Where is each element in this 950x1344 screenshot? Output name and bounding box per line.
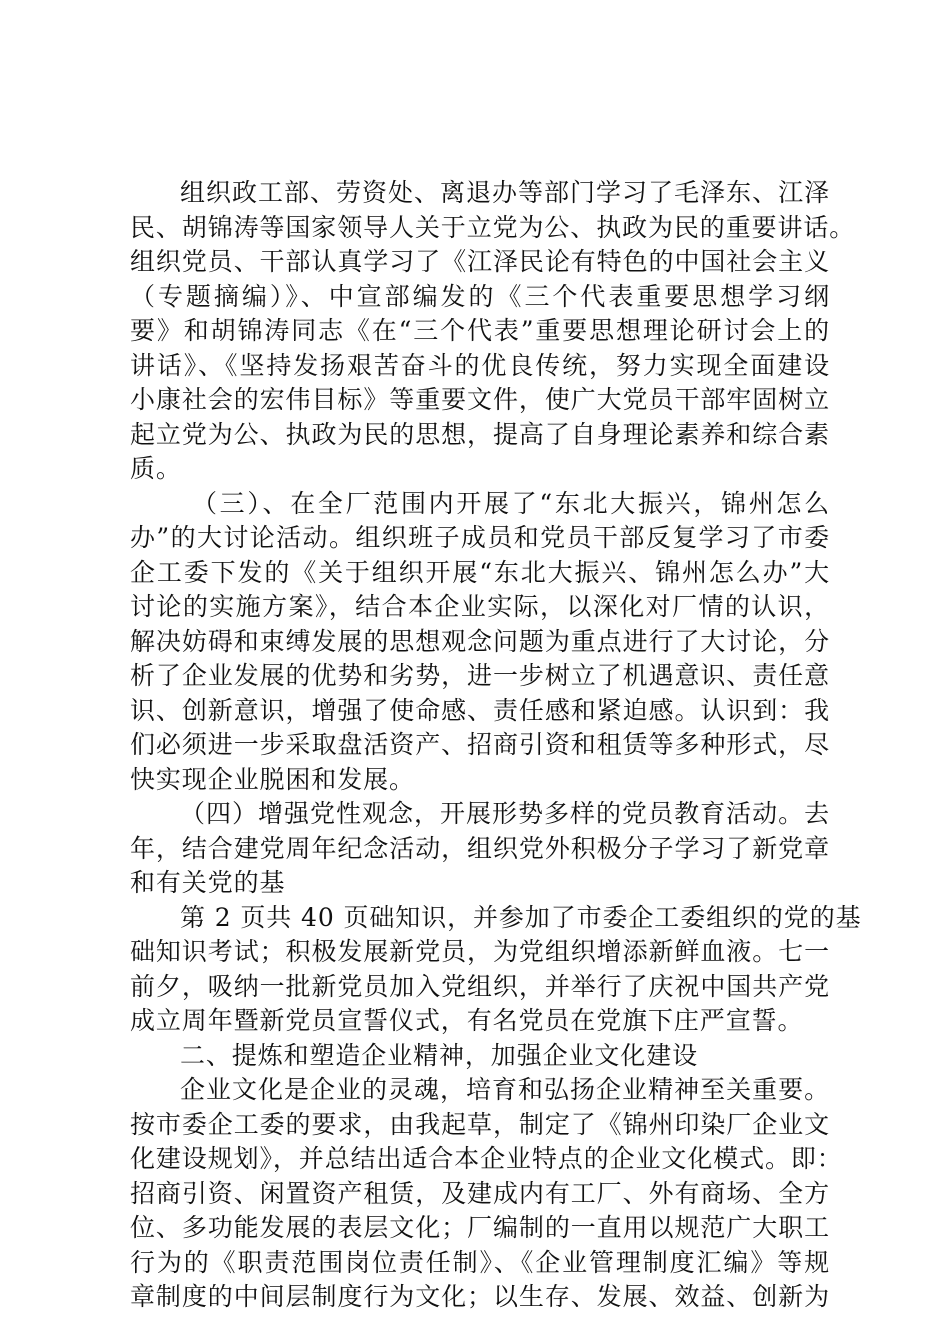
text-line: 组织政工部、劳资处、离退办等部门学习了毛泽东、江泽 (180, 178, 830, 207)
text-line: 识、创新意识，增强了使命感、责任感和紧迫感。认识到：我 (130, 695, 830, 725)
text-line: （专题摘编）》、中宣部编发的《三个代表重要思想学习纲 (130, 281, 830, 311)
text-line: 讨论的实施方案》，结合本企业实际，以深化对厂情的认识， (130, 592, 830, 621)
text-line: 础知识考试；积极发展新党员，为党组织增添新鲜血液。七一 (130, 937, 830, 966)
text-line: 行为的《职责范围岗位责任制》、《企业管理制度汇编》等规 (130, 1247, 830, 1277)
text-line: 前夕，吸纳一批新党员加入党组织，并举行了庆祝中国共产党 (130, 971, 830, 1001)
text-line: 第 2 页共 40 页础知识，并参加了市委企工委组织的党的基 (180, 902, 862, 932)
text-line: 们必须进一步采取盘活资产、招商引资和租赁等多种形式，尽 (130, 730, 830, 759)
body-text (130, 176, 862, 1315)
text-line: （三）、在全厂范围内开展了“东北大振兴，锦州怎么 (192, 488, 830, 518)
text-line: 企工委下发的《关于组织开展“东北大振兴、锦州怎么办”大 (130, 557, 830, 587)
text-line: 小康社会的宏伟目标》等重要文件，使广大党员干部牢固树立 (130, 385, 830, 414)
text-line: 民、胡锦涛等国家领导人关于立党为公、执政为民的重要讲话。 (130, 212, 856, 242)
text-line: 按市委企工委的要求，由我起草，制定了《锦州印染厂企业文 (130, 1109, 830, 1139)
text-line: 解决妨碍和束缚发展的思想观念问题为重点进行了大讨论，分 (130, 626, 830, 656)
text-line: 企业文化是企业的灵魂，培育和弘扬企业精神至关重要。 (180, 1075, 830, 1104)
text-line: 析了企业发展的优势和劣势，进一步树立了机遇意识、责任意 (130, 661, 830, 690)
text-line: 快实现企业脱困和发展。 (130, 764, 415, 794)
text-line: 办”的大讨论活动。组织班子成员和党员干部反复学习了市委 (130, 523, 830, 552)
text-line: 要》和胡锦涛同志《在“三个代表”重要思想理论研讨会上的 (130, 316, 830, 345)
text-line: 年，结合建党周年纪念活动，组织党外积极分子学习了新党章 (130, 833, 830, 863)
text-line: 组织党员、干部认真学习了《江泽民论有特色的中国社会主义 (130, 247, 830, 276)
text-line: 化建设规划》，并总结出适合本企业特点的企业文化模式。即： (130, 1144, 843, 1173)
text-line: 成立周年暨新党员宣誓仪式，有名党员在党旗下庄严宣誓。 (130, 1006, 804, 1035)
text-line: （四）增强党性观念，开展形势多样的党员教育活动。去 (180, 799, 830, 828)
text-line: 二、提炼和塑造企业精神，加强企业文化建设 (180, 1040, 699, 1070)
text-line: 起立党为公、执政为民的思想，提高了自身理论素养和综合素 (130, 419, 830, 449)
text-line: 章制度的中间层制度行为文化；以生存、发展、效益、创新为 (130, 1282, 830, 1311)
text-line: 位、多功能发展的表层文化；厂编制的一直用以规范广大职工 (130, 1213, 830, 1242)
text-line: 招商引资、闲置资产租赁，及建成内有工厂、外有商场、全方 (130, 1178, 830, 1208)
text-line: 质。 (130, 454, 182, 483)
text-line: 和有关党的基 (130, 868, 286, 897)
text-line: 讲话》、《坚持发扬艰苦奋斗的优良传统，努力实现全面建设 (130, 350, 830, 380)
